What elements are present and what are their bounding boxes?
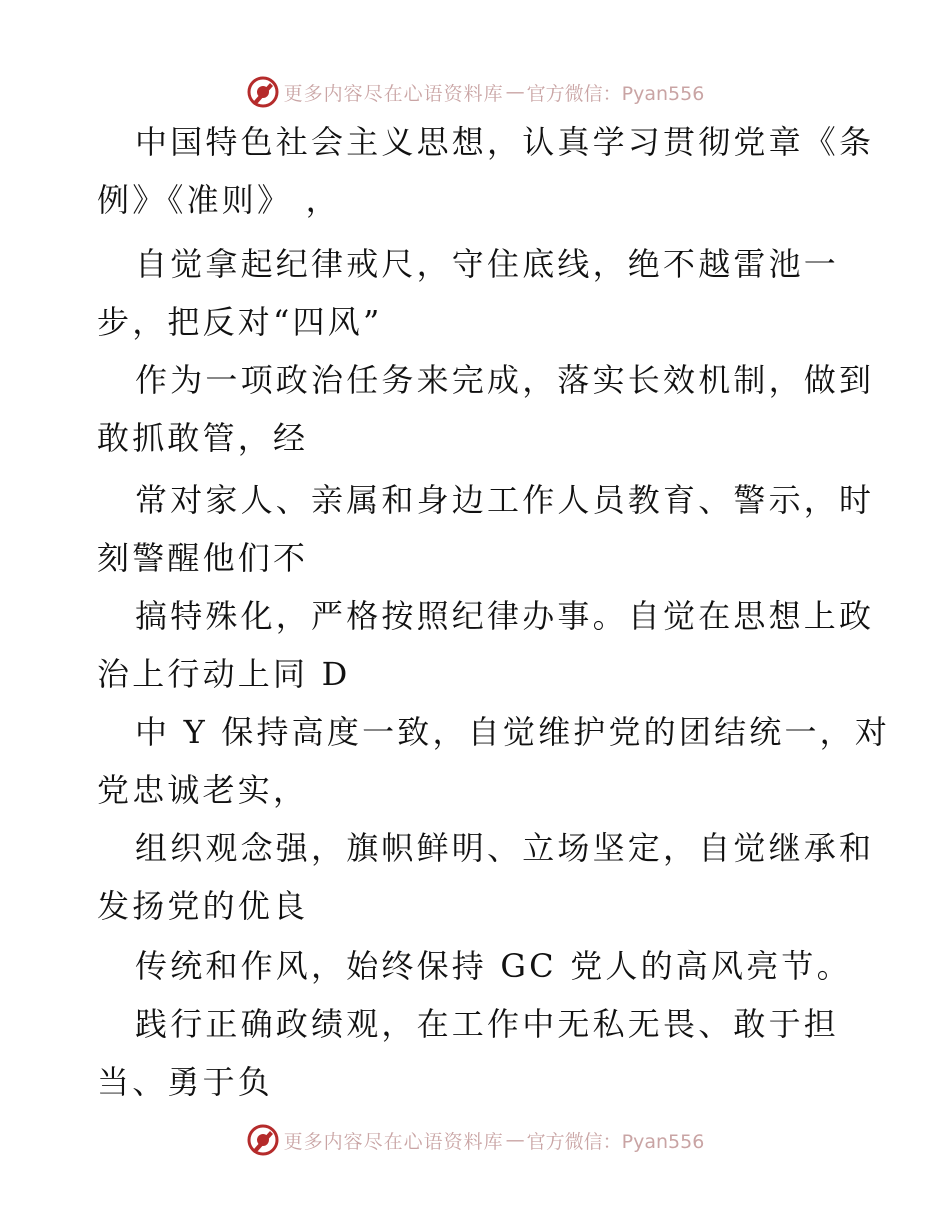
footer-brand-text: 更多内容尽在心语资料库 xyxy=(283,1130,504,1153)
body-line: 敢抓敢管，经 xyxy=(97,419,309,457)
body-line: 步，把反对“四风” xyxy=(97,303,383,341)
footer-separator: — xyxy=(505,1129,525,1151)
body-line: 当、勇于负 xyxy=(97,1063,274,1101)
body-line: 治上行动上同 D xyxy=(97,655,351,693)
body-line: 中 Y 保持高度一致，自觉维护党的团结统一，对 xyxy=(135,713,891,751)
seal-logo-icon xyxy=(246,75,280,109)
body-line: 例》《准则》 ， xyxy=(97,181,341,219)
header-wechat-text: 官方微信：Pyan556 xyxy=(526,82,705,105)
seal-logo-icon xyxy=(246,1123,280,1157)
body-line: 搞特殊化，严格按照纪律办事。自觉在思想上政 xyxy=(135,597,875,635)
footer-banner xyxy=(0,1120,950,1160)
body-line: 传统和作风，始终保持 GC 党人的高风亮节。 xyxy=(135,947,852,985)
body-line: 自觉拿起纪律戒尺，守住底线，绝不越雷池一 xyxy=(135,245,840,283)
body-line: 中国特色社会主义思想，认真学习贯彻党章《条 xyxy=(135,123,875,161)
body-line: 常对家人、亲属和身边工作人员教育、警示，时 xyxy=(135,481,875,519)
header-brand-text: 更多内容尽在心语资料库 xyxy=(283,82,504,105)
body-line: 组织观念强，旗帜鲜明、立场坚定，自觉继承和 xyxy=(135,829,875,867)
header-separator: — xyxy=(505,81,525,103)
body-line: 践行正确政绩观，在工作中无私无畏、敢于担 xyxy=(135,1005,840,1043)
body-line: 党忠诚老实， xyxy=(97,771,309,809)
footer-wechat-text: 官方微信：Pyan556 xyxy=(526,1130,705,1153)
body-line: 发扬党的优良 xyxy=(97,887,309,925)
body-line: 刻警醒他们不 xyxy=(97,539,309,577)
body-line: 作为一项政治任务来完成，落实长效机制，做到 xyxy=(135,361,875,399)
header-banner xyxy=(0,72,950,112)
